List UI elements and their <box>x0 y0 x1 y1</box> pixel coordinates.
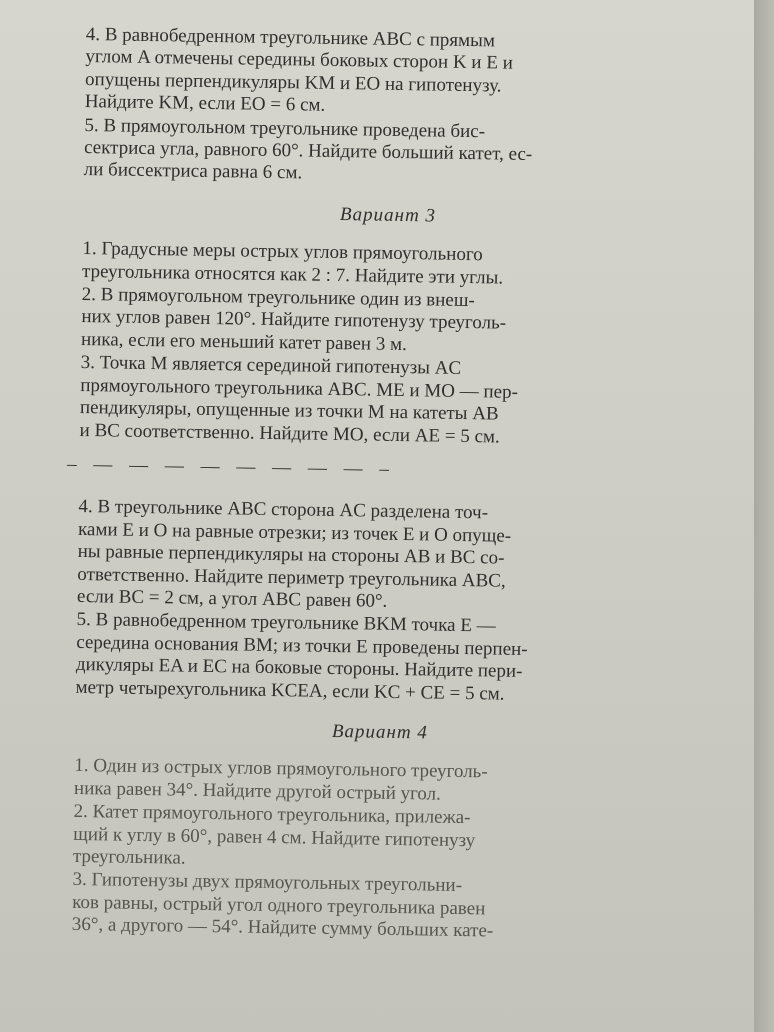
dashed-separator: – — — — — — — — — – <box>66 453 395 480</box>
text-line: ков равны, острый угол одного треугольника равен <box>72 891 486 920</box>
problem-v2-5 <box>84 115 695 192</box>
text-line: опущены перпендикуляры KM и EO на гипотенузу. <box>84 68 502 97</box>
text-line: 3. Гипотенузы двух прямоугольных треугольни- <box>72 869 463 897</box>
text-line: ника, если его меньший катет равен 3 м. <box>80 328 407 355</box>
problem-v4-3 <box>72 869 683 946</box>
problem-v4-1 <box>74 755 685 809</box>
text-line: ками E и O на равные отрезки; из точек E и O опуще- <box>77 518 512 547</box>
text-line: 1. Градусные меры острых углов прямоугольного <box>82 238 483 266</box>
page-text <box>66 24 696 947</box>
text-line: углом A отмечены середины боковых сторон K и E и <box>85 46 513 75</box>
text-line: 4. В равнобедренном треугольнике ABC с прямым <box>85 24 496 52</box>
problem-v4-2 <box>73 801 684 878</box>
text-line: ны равные перпендикуляры на стороны AB и BC со- <box>77 541 505 569</box>
problem-v3-1 <box>82 238 693 292</box>
text-line: 1. Один из острых углов прямоугольного треуголь- <box>74 755 488 783</box>
variant-3-heading: Вариант 3 <box>339 203 437 227</box>
text-line: треугольника относятся как 2 : 7. Найдите эти углы. <box>81 260 504 289</box>
text-line: 36°, а другого — 54°. Найдите сумму больших кате- <box>71 914 494 942</box>
text-line: 2. В прямоугольном треугольнике один из внеш- <box>81 284 475 312</box>
problem-v3-2 <box>81 284 692 361</box>
text-line: ответственно. Найдите периметр треугольника ABC, <box>77 563 506 592</box>
text-line: 4. В треугольнике ABC сторона AC разделена точ- <box>78 496 489 524</box>
text-line: них углов равен 120°. Найдите гипотенузу треуголь- <box>81 306 507 335</box>
text-line: пендикуляры, опущенные из точки M на катеты AB <box>79 397 499 425</box>
problem-v3-5 <box>75 609 686 708</box>
adjacent-page-edge <box>754 0 774 1032</box>
text-line: 3. Точка M является серединой гипотенузы AC <box>80 352 462 380</box>
variant-4-heading: Вариант 4 <box>331 720 429 744</box>
text-line: Найдите KM, если EO = 6 см. <box>84 91 326 116</box>
text-line: щий к углу в 60°, равен 4 см. Найдите гипотенузу <box>73 823 476 851</box>
problem-v2-4 <box>85 24 696 123</box>
text-line: прямоугольного треугольника ABC. ME и MO — пер- <box>80 374 519 403</box>
text-line: метр четырехугольника KCEA, если KC + CE = 5 см. <box>75 676 505 705</box>
text-line: 5. В равнобедренном треугольнике BKM точка E — <box>76 609 496 637</box>
text-line: ника равен 34°. Найдите другой острый угол. <box>73 777 442 805</box>
text-line: середина основания BM; из точки E проведены перпен- <box>76 631 528 660</box>
text-line: ли биссектриса равна 6 см. <box>83 159 303 184</box>
text-line: треугольника. <box>72 845 186 869</box>
text-line: если BC = 2 см, а угол ABC равен 60°. <box>76 585 388 612</box>
text-line: сектриса угла, равного 60°. Найдите больший катет, ес- <box>83 137 533 166</box>
text-line: 2. Катет прямоугольного треугольника, прилежа- <box>73 801 471 829</box>
problem-v3-3 <box>79 352 690 451</box>
text-line: и BC соответственно. Найдите MO, если AE = 5 см. <box>79 419 500 448</box>
problem-v3-4 <box>77 496 689 618</box>
text-line: 5. В прямоугольном треугольнике проведена бис- <box>84 114 486 142</box>
text-line: дикуляры EA и EC на боковые стороны. Найдите пери- <box>75 654 523 683</box>
